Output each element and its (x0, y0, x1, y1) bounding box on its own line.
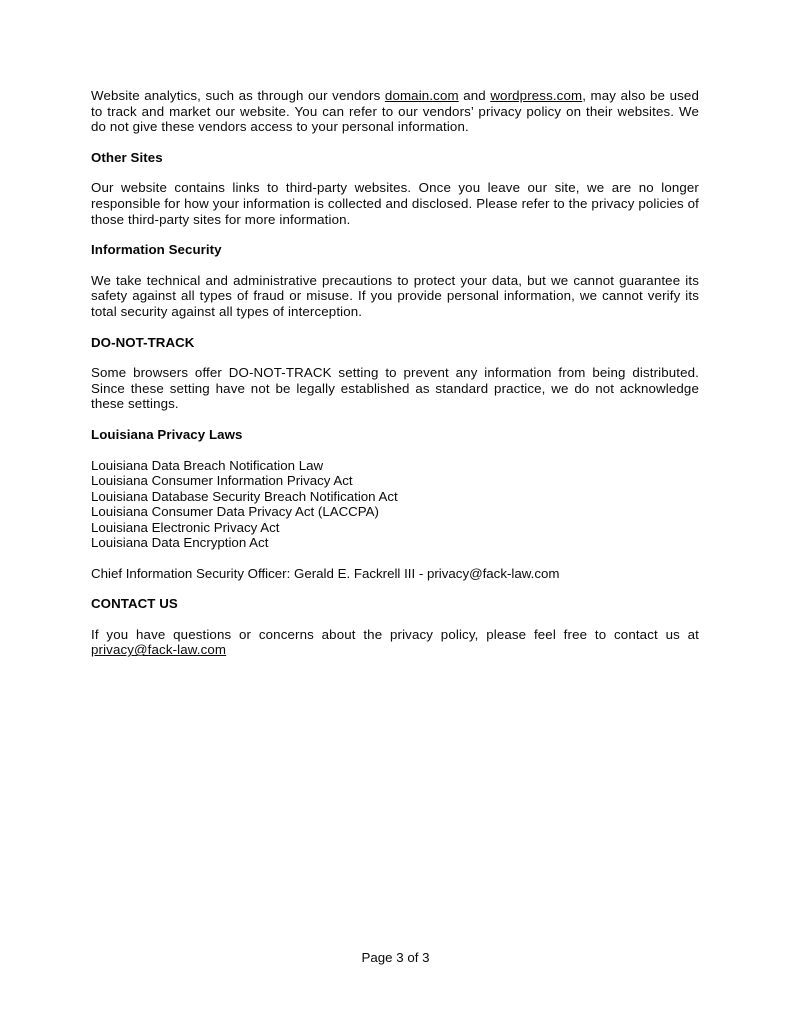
list-item: Louisiana Consumer Information Privacy Act (91, 473, 353, 488)
contact-us-paragraph-text: If you have questions or concerns about the privacy policy, please feel free to contact us at (91, 626, 699, 642)
list-item: Louisiana Consumer Data Privacy Act (LACCPA) (91, 504, 379, 519)
domain-com-link[interactable]: domain.com (384, 88, 459, 103)
other-sites-paragraph: Our website contains links to third-party websites. Once you leave our site, we are no longer responsible for how your information is collected and disclosed. Please refer to the privacy policies of those third-party sites for more information. (91, 180, 699, 227)
document-body (91, 88, 699, 673)
security-officer-contact-line: Chief Information Security Officer: Gerald E. Fackrell III - privacy@fack-law.com (91, 565, 560, 581)
list-item: Louisiana Data Breach Notification Law (91, 457, 324, 473)
analytics-paragraph-text-post: , may also be used to track and market our website. You can refer to our vendors’ privacy policy on their websites. We do not give these vendors access to your personal information. (91, 88, 699, 135)
louisiana-privacy-laws-list (91, 458, 699, 551)
contact-email-link[interactable]: privacy@fack-law.com (91, 642, 227, 658)
do-not-track-paragraph: Some browsers offer DO-NOT-TRACK setting to prevent any information from being distributed. Since these setting have not be legally established as standard practice, we do not acknowledge these settings. (91, 365, 699, 412)
information-security-paragraph: We take technical and administrative precautions to protect your data, but we cannot guarantee its safety against all types of fraud or misuse. If you provide personal information, we cannot verify its total security against all types of interception. (91, 272, 699, 319)
section-heading-do-not-track: DO-NOT-TRACK (91, 334, 195, 350)
page-footer: Page 3 of 3 (361, 950, 430, 965)
analytics-paragraph-text-mid: and (458, 88, 491, 103)
list-item: Louisiana Database Security Breach Notification Act (91, 488, 398, 504)
list-item: Louisiana Electronic Privacy Act (91, 519, 280, 535)
section-heading-contact-us: CONTACT US (91, 596, 178, 612)
section-heading-other-sites: Other Sites (91, 149, 163, 165)
contact-us-paragraph (91, 627, 699, 658)
wordpress-com-link[interactable]: wordpress.com (490, 88, 583, 103)
list-item: Louisiana Data Encryption Act (91, 535, 269, 550)
section-heading-louisiana-privacy-laws: Louisiana Privacy Laws (91, 426, 243, 442)
section-heading-information-security: Information Security (91, 242, 222, 258)
analytics-paragraph-text-pre: Website analytics, such as through our vendors (91, 88, 385, 103)
analytics-paragraph (91, 88, 699, 135)
